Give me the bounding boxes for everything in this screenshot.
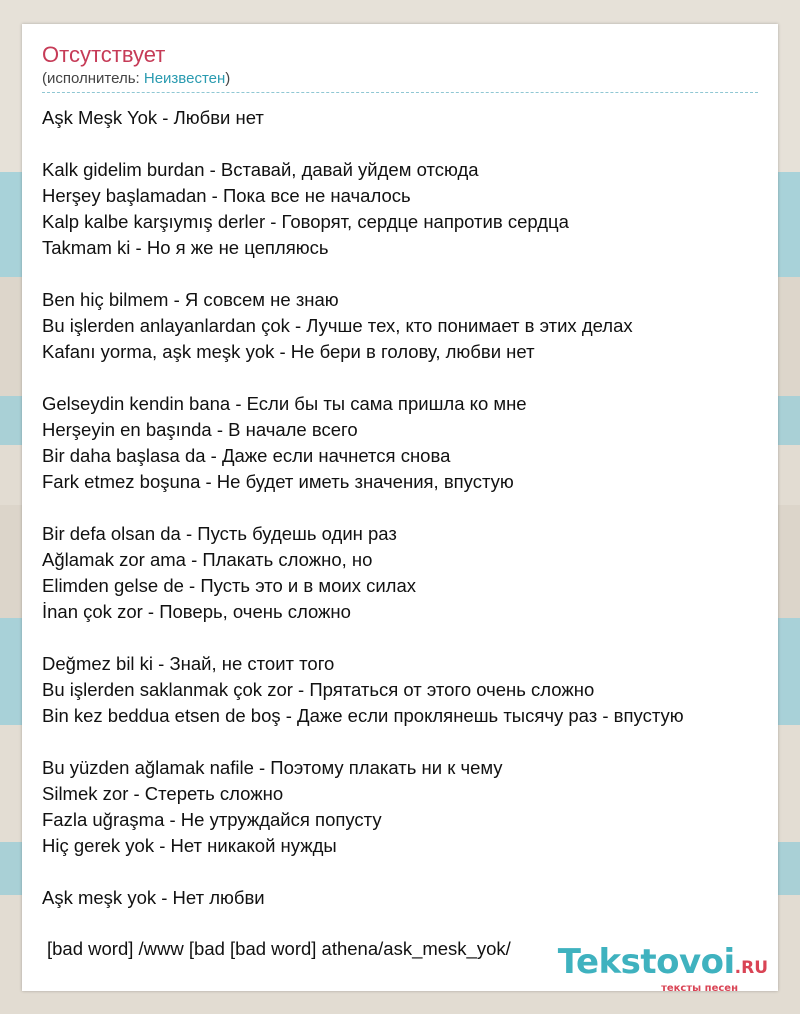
- song-header: [42, 41, 758, 89]
- lyrics-text: [42, 105, 772, 911]
- logo-tagline: тексты песен: [661, 983, 738, 994]
- lyrics-line: Silmek zor - Стереть сложно: [42, 783, 284, 804]
- lyrics-line: Bu işlerden saklanmak çok zor - Прятаться от этого очень сложно: [42, 679, 595, 700]
- lyrics-line: Hiç gerek yok - Нет никакой нужды: [42, 835, 337, 856]
- lyrics-line: Kafanı yorma, aşk meşk yok - Не бери в голову, любви нет: [42, 341, 535, 362]
- header-divider: [42, 92, 758, 93]
- lyrics-line: Kalp kalbe karşıymış derler - Говорят, сердце напротив сердца: [42, 211, 569, 232]
- lyrics-line: Bir daha başlasa da - Даже если начнется снова: [42, 445, 451, 466]
- logo-name: Tekstovoi: [557, 942, 735, 982]
- artist-link[interactable]: Неизвестен: [143, 70, 226, 87]
- lyrics-line: Aşk Meşk Yok - Любви нет: [42, 107, 264, 128]
- song-title: Отсутствует: [42, 42, 166, 67]
- source-url: [bad word] /www [bad [bad word] athena/ask_mesk_yok/: [47, 938, 511, 959]
- logo-wordmark: [558, 944, 768, 986]
- lyrics-line: Elimden gelse de - Пусть это и в моих силах: [42, 575, 417, 596]
- lyrics-blank-line: [42, 495, 772, 521]
- lyrics-blank-line: [42, 261, 772, 287]
- lyrics-line: Gelseydin kendin bana - Если бы ты сама пришла ко мне: [42, 393, 527, 414]
- lyrics-blank-line: [42, 131, 772, 157]
- lyrics-blank-line: [42, 859, 772, 885]
- lyrics-line: Ağlamak zor ama - Плакать сложно, но: [42, 549, 373, 570]
- logo-tld: .RU: [734, 958, 768, 978]
- lyrics-blank-line: [42, 729, 772, 755]
- site-logo[interactable]: [558, 944, 768, 994]
- lyrics-line: Bu işlerden anlayanlardan çok - Лучше тех, кто понимает в этих делах: [42, 315, 633, 336]
- lyrics-line: Bir defa olsan da - Пусть будешь один раз: [42, 523, 397, 544]
- artist-suffix: ): [225, 70, 231, 87]
- artist-prefix: (исполнитель:: [42, 70, 144, 87]
- lyrics-line: Bu yüzden ağlamak nafile - Поэтому плакать ни к чему: [42, 757, 503, 778]
- lyrics-line: Bin kez beddua etsen de boş - Даже если проклянешь тысячу раз - впустую: [42, 705, 684, 726]
- lyrics-blank-line: [42, 365, 772, 391]
- lyrics-line: Kalk gidelim burdan - Вставай, давай уйдем отсюда: [42, 159, 479, 180]
- lyrics-line: Fark etmez boşuna - Не будет иметь значения, впустую: [42, 471, 514, 492]
- lyrics-line: Takmam ki - Но я же не цепляюсь: [42, 237, 329, 258]
- lyrics-line: İnan çok zor - Поверь, очень сложно: [42, 601, 351, 622]
- lyrics-line: Ben hiç bilmem - Я совсем не знаю: [42, 289, 339, 310]
- lyrics-blank-line: [42, 625, 772, 651]
- lyrics-line: Fazla uğraşma - Не утруждайся попусту: [42, 809, 382, 830]
- lyrics-line: Herşeyin en başında - В начале всего: [42, 419, 358, 440]
- artist-line: [42, 69, 758, 89]
- lyrics-card: [22, 24, 778, 994]
- lyrics-line: Aşk meşk yok - Нет любви: [42, 887, 265, 908]
- lyrics-line: Herşey başlamadan - Пока все не началось: [42, 185, 411, 206]
- lyrics-line: Değmez bil ki - Знай, не стоит того: [42, 653, 335, 674]
